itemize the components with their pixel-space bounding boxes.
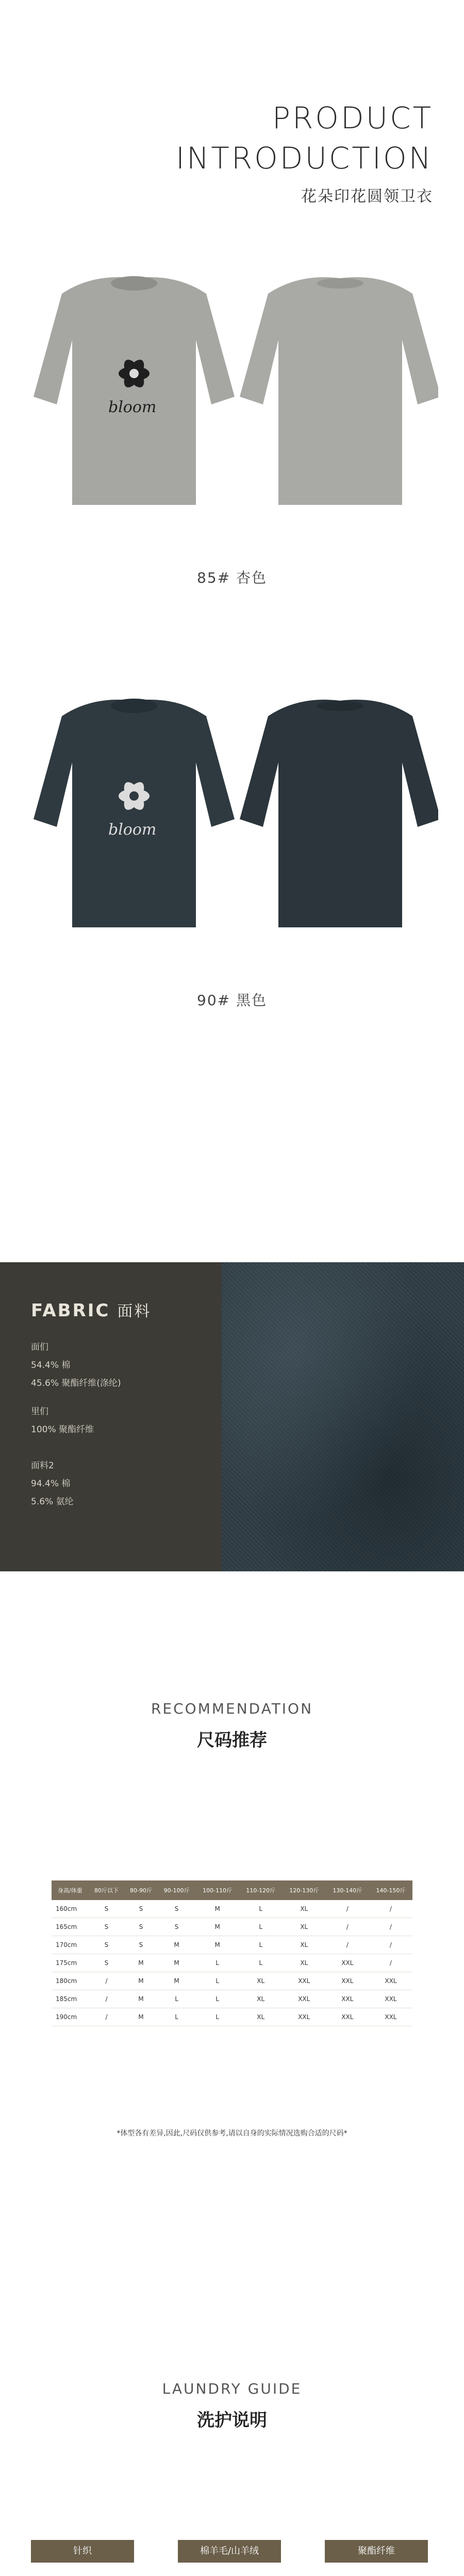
size-cell: L — [158, 1990, 196, 2008]
size-cell: L — [196, 2008, 239, 2026]
size-cell: S — [89, 1918, 125, 1936]
size-cell: XL — [239, 2008, 283, 2026]
size-cell: M — [196, 1918, 239, 1936]
size-cell: XXL — [283, 2008, 326, 2026]
size-height-cell: 175cm — [52, 1954, 89, 1972]
size-cell: S — [89, 1900, 125, 1918]
laundry-label: 针织 — [31, 2540, 134, 2563]
apricot-sweater-images — [31, 263, 438, 531]
title-line-2: INTRODUCTION — [175, 141, 433, 176]
size-table — [52, 1880, 412, 2026]
size-cell: XXL — [369, 1972, 412, 1990]
size-height-cell: 170cm — [52, 1936, 89, 1954]
size-cell: / — [326, 1936, 369, 1954]
size-cell: XXL — [326, 1990, 369, 2008]
black-front-image — [34, 699, 235, 927]
size-header-cell: 120-130斤 — [283, 1880, 326, 1900]
black-caption: 90# 黑色 — [197, 992, 267, 1009]
title-line-1: PRODUCT — [272, 100, 433, 135]
size-cell: M — [124, 1972, 157, 1990]
fabric-line: 5.6% 氨纶 — [31, 1497, 74, 1507]
black-sweater-images — [31, 685, 438, 953]
size-cell: / — [89, 1990, 125, 2008]
size-cell: XL — [283, 1954, 326, 1972]
size-cell: M — [158, 1972, 196, 1990]
laundry-title-cn: 洗护说明 — [197, 2410, 267, 2431]
size-cell: XXL — [326, 1972, 369, 1990]
size-header-cell: 140-150斤 — [369, 1880, 412, 1900]
size-height-cell: 180cm — [52, 1972, 89, 1990]
size-cell: XL — [283, 1918, 326, 1936]
size-cell: S — [89, 1936, 125, 1954]
size-cell: XL — [239, 1990, 283, 2008]
size-cell: XXL — [326, 1954, 369, 1972]
fabric-section — [0, 1262, 464, 1571]
size-cell: S — [158, 1918, 196, 1936]
size-cell: XXL — [369, 2008, 412, 2026]
size-cell: XL — [239, 1972, 283, 1990]
size-cell: M — [158, 1936, 196, 1954]
size-cell: / — [369, 1954, 412, 1972]
fabric-title-cn: 面料 — [117, 1302, 152, 1320]
apricot-front-image — [34, 276, 235, 505]
size-cell: S — [158, 1900, 196, 1918]
size-cell: / — [89, 2008, 125, 2026]
laundry-label: 棉羊毛/山羊绒 — [178, 2540, 281, 2563]
size-cell: XXL — [326, 2008, 369, 2026]
size-header-cell: 80斤以下 — [89, 1880, 125, 1900]
svg-text:bloom: bloom — [108, 398, 157, 416]
size-height-cell: 185cm — [52, 1990, 89, 2008]
size-cell: M — [124, 1954, 157, 1972]
fabric-line: 里们 — [31, 1406, 48, 1417]
size-table-row — [52, 1972, 412, 1990]
size-header-cell: 身高/体重 — [52, 1880, 89, 1900]
size-table-row — [52, 1990, 412, 2008]
fabric-title — [31, 1298, 151, 1321]
size-header-cell: 130-140斤 — [326, 1880, 369, 1900]
recommendation-title-cn: 尺码推荐 — [197, 1730, 267, 1751]
size-cell: L — [239, 1900, 283, 1918]
fabric-line: 面料2 — [31, 1461, 54, 1471]
size-table-row — [52, 1936, 412, 1954]
size-header-cell: 100-110斤 — [196, 1880, 239, 1900]
fabric-line: 54.4% 棉 — [31, 1360, 71, 1370]
size-cell: XXL — [283, 1990, 326, 2008]
size-cell: XXL — [283, 1972, 326, 1990]
recommendation-title-en: RECOMMENDATION — [151, 1700, 313, 1717]
size-cell: L — [196, 1972, 239, 1990]
size-note: *体型各有差异,因此,尺码仅供参考,请以自身的实际情况选购合适的尺码* — [117, 2129, 347, 2138]
apricot-back-image — [240, 277, 438, 505]
fabric-info-panel — [0, 1262, 222, 1571]
size-table-row — [52, 1918, 412, 1936]
size-header-cell: 90-100斤 — [158, 1880, 196, 1900]
size-height-cell: 190cm — [52, 2008, 89, 2026]
size-cell: / — [326, 1918, 369, 1936]
size-cell: M — [124, 1990, 157, 2008]
fabric-title-en: FABRIC — [31, 1300, 110, 1321]
laundry-title-en: LAUNDRY GUIDE — [162, 2380, 302, 2397]
size-cell: M — [124, 2008, 157, 2026]
size-cell: / — [89, 1972, 125, 1990]
size-cell: / — [326, 1900, 369, 1918]
fabric-line: 45.6% 聚酯纤维(涤纶) — [31, 1378, 121, 1388]
fabric-line: 94.4% 棉 — [31, 1479, 71, 1489]
size-cell: S — [124, 1900, 157, 1918]
page-title — [176, 98, 433, 178]
size-cell: / — [369, 1900, 412, 1918]
size-cell: L — [239, 1918, 283, 1936]
size-table-row — [52, 1900, 412, 1918]
size-cell: L — [158, 2008, 196, 2026]
size-cell: M — [158, 1954, 196, 1972]
svg-text:bloom: bloom — [108, 821, 157, 839]
fabric-texture-image — [222, 1262, 464, 1571]
product-subtitle: 花朵印花圆领卫衣 — [301, 188, 433, 206]
apricot-caption: 85# 杏色 — [197, 569, 267, 586]
size-cell: S — [89, 1954, 125, 1972]
size-cell: / — [369, 1936, 412, 1954]
size-cell: S — [124, 1918, 157, 1936]
size-table-row — [52, 2008, 412, 2026]
fabric-line: 100% 聚酯纤维 — [31, 1425, 94, 1435]
size-cell: S — [124, 1936, 157, 1954]
laundry-label: 聚酯纤维 — [325, 2540, 428, 2563]
size-table-row — [52, 1954, 412, 1972]
size-cell: L — [196, 1990, 239, 2008]
size-header-cell: 110-120斤 — [239, 1880, 283, 1900]
size-cell: L — [239, 1936, 283, 1954]
size-cell: M — [196, 1900, 239, 1918]
size-height-cell: 165cm — [52, 1918, 89, 1936]
black-back-image — [240, 700, 438, 927]
size-cell: XXL — [369, 1990, 412, 2008]
size-cell: M — [196, 1936, 239, 1954]
size-header-cell: 80-90斤 — [124, 1880, 157, 1900]
size-cell: / — [369, 1918, 412, 1936]
size-cell: XL — [283, 1900, 326, 1918]
size-cell: L — [239, 1954, 283, 1972]
size-table-header — [52, 1880, 412, 1900]
size-cell: L — [196, 1954, 239, 1972]
size-height-cell: 160cm — [52, 1900, 89, 1918]
size-cell: XL — [283, 1936, 326, 1954]
fabric-line: 面们 — [31, 1342, 48, 1352]
